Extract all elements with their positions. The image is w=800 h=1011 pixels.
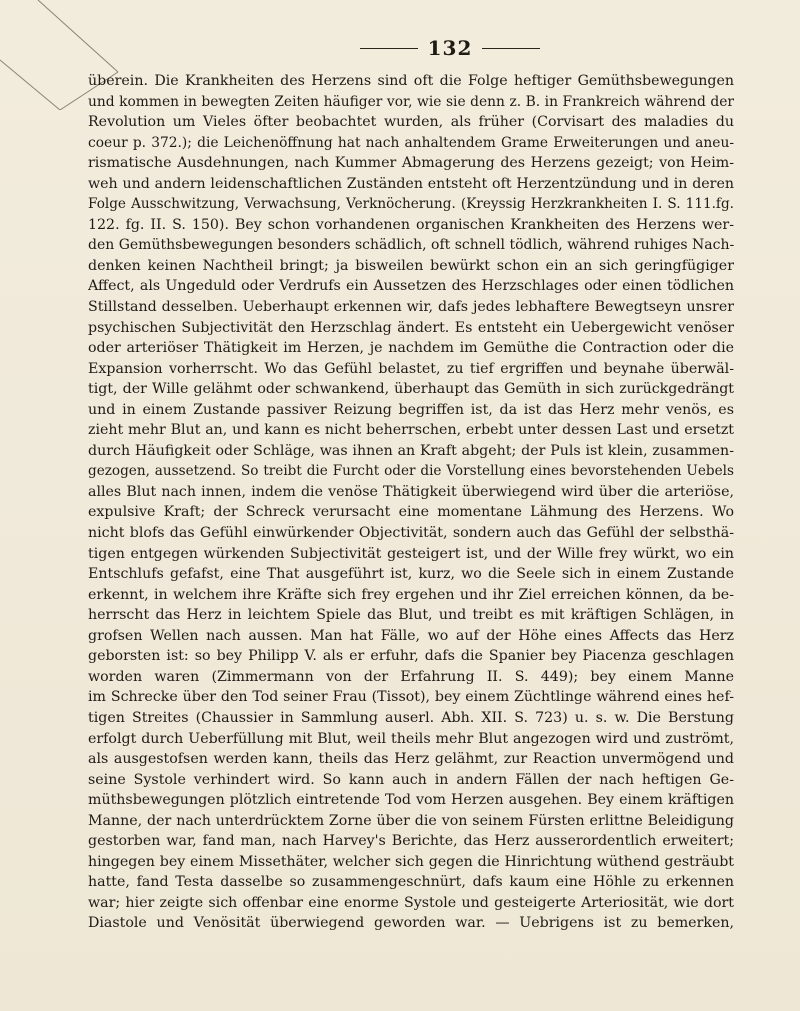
text-line: 122. fg. II. S. 150). Bey schon vorhandenen organischen Krankheiten des Herzens wer-: [88, 216, 734, 233]
text-line: denken keinen Nachtheil bringt; ja bisweilen bewürkt schon ein an sich geringfügiger: [88, 257, 734, 274]
text-line: gezogen, aussetzend. So treibt die Furcht oder die Vorstellung eines bevorstehenden Uebels: [88, 463, 734, 480]
text-line: seine Systole verhindert wird. So kann auch in andern Fällen der nach heftigen Ge-: [88, 771, 734, 788]
text-line: worden waren (Zimmermann von der Erfahrung II. S. 449); bey einem Manne: [88, 668, 734, 685]
text-line: und in einem Zustande passiver Reizung begriffen ist, da ist das Herz mehr venös, es: [88, 401, 734, 418]
text-line: Manne, der nach unterdrücktem Zorne über die von seinem Fürsten erlittne Beleidigung: [88, 812, 734, 829]
text-line: oder arteriöser Thätigkeit im Herzen, je nachdem im Gemüthe die Contraction oder die: [88, 340, 734, 357]
page-number: 132: [427, 36, 473, 60]
text-line: als ausgestofsen werden kann, theils das Herz gelähmt, zur Reaction unvermögend und: [88, 751, 734, 768]
text-line: tigt, der Wille gelähmt oder schwankend, überhaupt das Gemüth in sich zurückgedrängt: [88, 381, 734, 398]
text-line: Revolution um Vieles öfter beobachtet wurden, als früher (Corvisart des maladies du: [88, 114, 734, 131]
text-line: den Gemüthsbewegungen besonders schädlich, oft schnell tödlich, während ruhiges Nach-: [88, 237, 734, 254]
text-line: war; hier zeigte sich offenbar eine enorme Systole und gesteigerte Arteriosität, wie dort: [88, 894, 734, 911]
header-rule-left: [360, 48, 418, 49]
text-line: rismatische Ausdehnungen, nach Kummer Abmagerung des Herzens gezeigt; von Heim-: [88, 155, 734, 172]
body-text: [88, 71, 734, 934]
text-line: müthsbewegungen plötzlich eintretende Tod vom Herzen ausgehen. Bey einem kräftigen: [88, 792, 734, 809]
text-line: herrscht das Herz in leichtem Spiele das Blut, und treibt es mit kräftigen Schlägen, in: [88, 607, 734, 624]
text-line: gestorben war, fand man, nach Harvey's Berichte, das Herz ausserordentlich erweitert;: [88, 833, 734, 850]
text-line: erkennt, in welchem ihre Kräfte sich frey ergehen und ihr Ziel erreichen können, da be-: [88, 586, 734, 603]
text-line: Diastole und Venösität überwiegend geworden war. — Uebrigens ist zu bemerken,: [88, 915, 734, 932]
text-line: nicht blofs das Gefühl einwürkender Objectivität, sondern auch das Gefühl der selbsthä-: [88, 525, 734, 542]
text-line: tigen entgegen würkenden Subjectivität gesteigert ist, und der Wille frey würkt, wo ein: [88, 545, 734, 562]
text-line: Expansion vorherrscht. Wo das Gefühl belastet, zu tief ergriffen und beynahe überwäl-: [88, 360, 734, 377]
header-rule-right: [482, 48, 540, 49]
text-line: geborsten ist: so bey Philipp V. als er erfuhr, dafs die Spanier bey Piacenza geschlagen: [88, 648, 734, 665]
text-line: Entschlufs gefafst, eine That ausgeführt ist, kurz, wo die Seele sich in einem Zustande: [88, 566, 734, 583]
text-line: psychischen Subjectivität den Herzschlag ändert. Es entsteht ein Uebergewicht venöser: [88, 319, 734, 336]
text-line: Stillstand desselben. Ueberhaupt erkennen wir, dafs jedes lebhaftere Bewegtseyn unsrer: [88, 299, 734, 316]
text-line: im Schrecke über den Tod seiner Frau (Tissot), bey einem Züchtlinge während eines hef-: [88, 689, 734, 706]
text-line: zieht mehr Blut an, und kann es nicht beherrschen, erbebt unter dessen Last und ersetzt: [88, 422, 734, 439]
text-line: coeur p. 372.); die Leichenöffnung hat nach anhaltendem Grame Erweiterungen und aneu-: [88, 134, 734, 151]
text-line: expulsive Kraft; der Schreck verursacht eine momentane Lähmung des Herzens. Wo: [88, 504, 734, 521]
text-line: und kommen in bewegten Zeiten häufiger vor, wie sie denn z. B. in Frankreich während der: [88, 93, 734, 110]
text-line: erfolgt durch Ueberfüllung mit Blut, weil theils mehr Blut angezogen wird und zuströmt,: [88, 730, 734, 747]
text-line: hatte, fand Testa dasselbe so zusammengeschnürt, dafs kaum eine Höhle zu erkennen: [88, 874, 734, 891]
text-line: überein. Die Krankheiten des Herzens sind oft die Folge heftiger Gemüthsbewegungen: [88, 73, 734, 89]
page-header: [360, 36, 540, 60]
text-line: Folge Ausschwitzung, Verwachsung, Verknöcherung. (Kreyssig Herzkrankheiten I. S. 111.fg.: [88, 196, 734, 213]
text-line: hingegen bey einem Missethäter, welcher sich gegen die Hinrichtung wüthend gesträubt: [88, 853, 734, 870]
text-line: tigen Streites (Chaussier in Sammlung auserl. Abh. XII. S. 723) u. s. w. Die Berstung: [88, 709, 734, 726]
text-line: durch Häufigkeit oder Schläge, was ihnen an Kraft abgeht; der Puls ist klein, zusammen-: [88, 442, 734, 459]
text-line: Affect, als Ungeduld oder Verdrufs ein Aussetzen des Herzschlages oder einen tödlichen: [88, 278, 734, 295]
text-line: alles Blut nach innen, indem die venöse Thätigkeit überwiegend wird über die arteriöse,: [88, 483, 734, 500]
text-line: grofsen Wellen nach aussen. Man hat Fälle, wo auf der Höhe eines Affects das Herz: [88, 627, 734, 644]
text-line: weh und andern leidenschaftlichen Zuständen entsteht oft Herzentzündung und in deren: [88, 175, 734, 192]
